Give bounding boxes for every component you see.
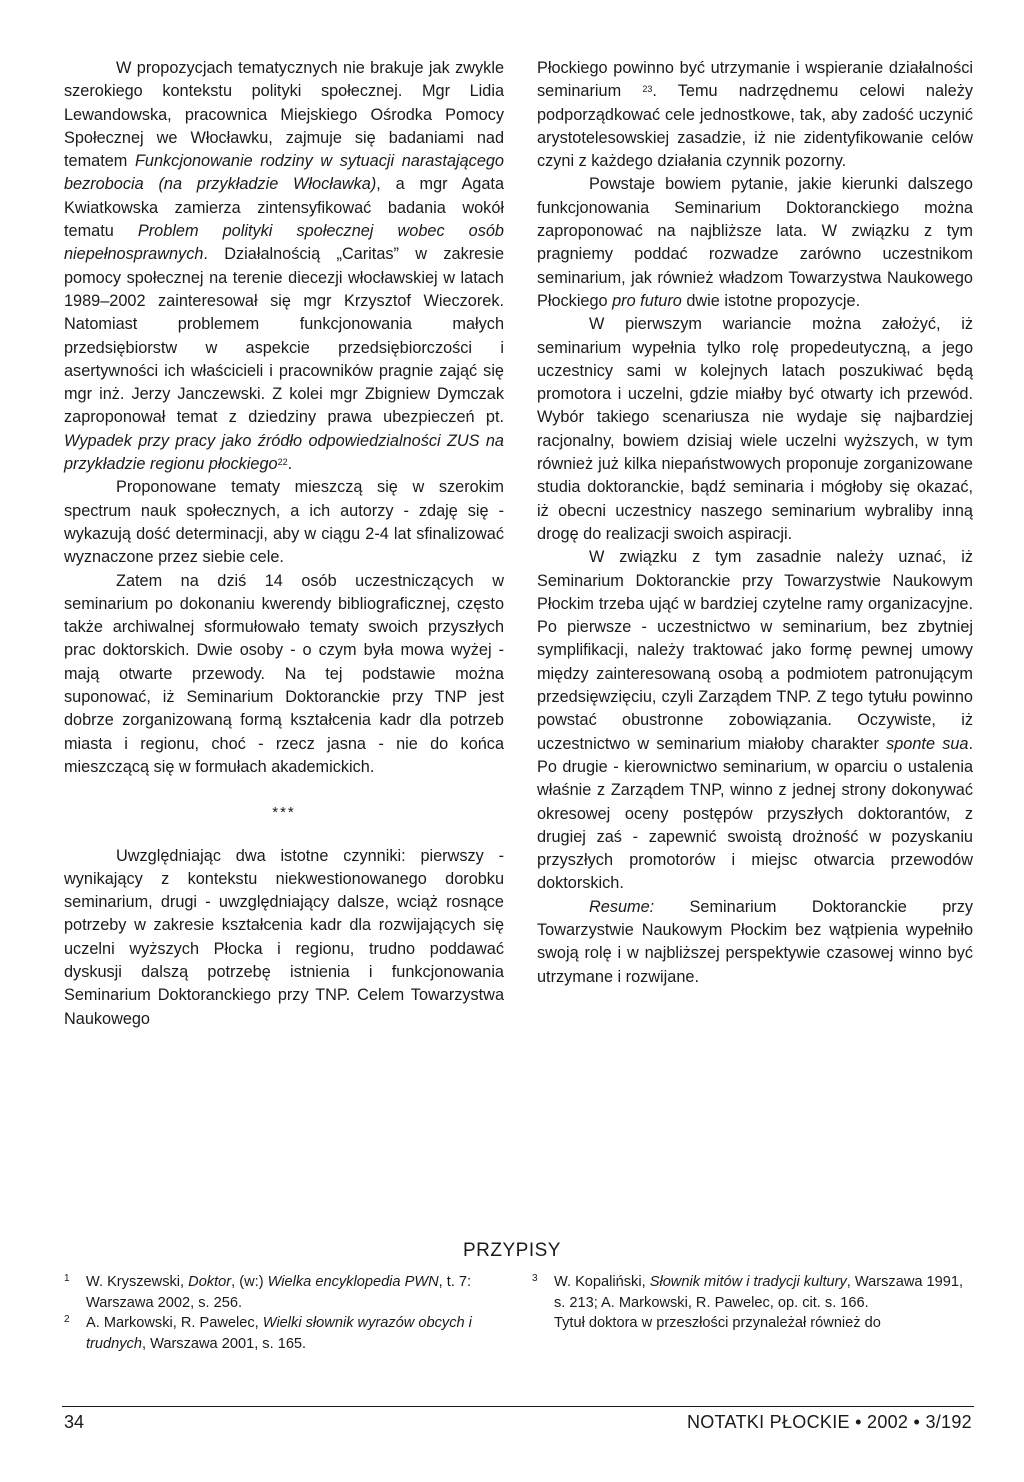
paragraph [537,173,973,313]
text-run: W. Kryszewski, [86,1274,189,1290]
footnote-number: 1 [64,1273,70,1284]
text-run: . Po drugie - kierownictwo seminarium, w oparciu o ustalenia właśnie z Zarządem TNP, winno z jednej strony dokonywać okresowej oceny postępów przyszłych doktorantów, z drugiej zaś - zapewnić swoistą drożność w pozyskaniu przyszłych promotorów i miejsc otwarcia przewodów doktorskich. [537,734,973,893]
footnote [532,1272,972,1313]
journal-footer: NOTATKI PŁOCKIE • 2002 • 3/192 [686,1412,972,1432]
footnotes-heading: PRZYPISY [463,1240,561,1261]
left-column [64,57,504,1031]
footnote-number: 3 [532,1273,538,1284]
footnote-ref: 22 [277,457,288,468]
footnote-text [554,1274,963,1311]
italic-text: pro futuro [612,291,682,310]
italic-text: Wielka encyklopedia PWN [267,1274,439,1290]
text-run: , Warszawa 2001, s. 165. [141,1335,307,1352]
text-run: W propozycjach tematycznych nie brakuje jak zwykle szerokiego kontekstu polityki społecznej. Mgr Lidia Lewandowska, pracownica Miejskiego Ośrodka Pomocy Społecznej we Włocławku, zajmuje się badaniami nad tematem [64,59,504,171]
page-number: 34 [64,1412,85,1432]
footer-rule [62,1406,974,1407]
paragraph [537,546,973,895]
text-run: , Warszawa 1991, s. 213; A. Markowski, R. Pawelec, op. cit. s. 166. [554,1274,964,1311]
italic-text: Resume: [589,897,655,916]
paragraph-continuation [537,57,973,173]
footnote-ref: 23 [642,84,653,95]
text-run: , (w:) [231,1274,268,1290]
text-run: . [287,455,293,474]
text-run: A. Markowski, R. Pawelec, [86,1315,263,1331]
text-run: W. Kopaliński, [554,1274,650,1290]
text-run: Powstaje bowiem pytanie, jakie kierunki dalszego funkcjonowania Seminarium Doktoranckiego można zaproponować na najbliższe lata. W związku z tym pragniemy poddać rozwadze zarówno uczestnikom seminarium, jak również władzom Towarzystwa Naukowego Płockiego [537,175,973,310]
italic-text: Wielki słownik wyrazów obcych i trudnych [86,1315,472,1352]
text-run: W związku z tym zasadnie należy uznać, iż Seminarium Doktoranckie przy Towarzystwie Naukowym Płockim trzeba ująć w bardziej czytelne ramy organizacyjne. Po pierwsze - uczestnictwo w seminarium, bez zbytniej symplifikacji, należy traktować jako formę pewnej umowy między zainteresowaną osobą a podmiotem patronującym przedsięwzięciu, czyli Zarządem TNP. Z tego tytułu powinno powstać obustronne zobowiązania. Oczywiste, iż uczestnictwo w seminarium miałoby charakter [537,548,973,753]
footnotes-left [64,1272,474,1354]
text-run: , t. 7: Warszawa 2002, s. 256. [86,1274,472,1311]
paragraph: W pierwszym wariancie można założyć, iż seminarium wypełnia tylko rolę propedeutyczną, a jego uczestnicy sami w kolejnych latach poszukiwać będą promotora i uczelni, gdzie miałby być otwarty ich przewód. Wybór takiego scenariusza nie wydaje się najbardziej racjonalny, bowiem dzisiaj wiele uczelni wyższych, w tym również już kilka niepaństwowych proponuje zorganizowane studia doktoranckie, bądź seminaria i mógłoby się okazać, iż obecni uczestnicy naszego seminarium wybraliby inną drogę do realizacji swoich aspiracji. [537,315,973,543]
footnotes-right [532,1272,972,1334]
paragraph: Uwzględniając dwa istotne czynniki: pierwszy - wynikający z kontekstu niekwestionowanego dorobku seminarium, drugi - uwzględniający dalsze, wciąż rosnące potrzeby w zakresie kształcenia kadr dla rozwijających się uczelni wyższych Płocka i regionu, trudno poddawać dyskusji dalszą potrzebę istnienia i funkcjonowania Seminarium Doktoranckiego przy TNP. Celem Towarzystwa Naukowego [64,846,504,1028]
text-run: Płockiego powinno być utrzymanie i wspieranie działalności seminarium [537,59,973,101]
text-run: , a mgr Agata Kwiatkowska zamierza zintensyfikować badania wokół tematu [64,175,505,241]
paragraph: Zatem na dziś 14 osób uczestniczących w seminarium po dokonaniu kwerendy bibliograficznej, często także archiwalnej sformułowało tematy swoich przyszłych prac doktorskich. Dwie osoby - o czym była mowa wyżej - mają otwarte przewody. Na tej podstawie można suponować, iż Seminarium Doktoranckie przy TNP jest dobrze zorganizowaną formą kształcenia kadr dla potrzeb miasta i regionu, choć - rzecz jasna - nie do końca mieszczącą się w formułach akademickich. [64,571,504,776]
text-run: Seminarium Doktoranckie przy Towarzystwie Naukowym Płockim bez wątpienia wypełniło swoją rolę i w najbliższej perspektywie czasowej winno być utrzymane i rozwijane. [537,897,973,986]
text-run: . Działalnością „Caritas” w zakresie pomocy społecznej na terenie diecezji włocławskiej w latach 1989–2002 zainteresował się mgr Krzysztof Wieczorek. Natomiast problemem funkcjonowania małych przedsiębiorstw w aspekcie przedsiębiorczości i asertywności ich właścicieli i pracowników pragnie zająć się mgr inż. Jerzy Janczewski. Z kolei mgr Zbigniew Dymczak zaproponował temat z dziedziny prawa ubezpieczeń pt. [64,245,504,427]
paragraph [537,896,973,989]
paragraph [64,57,504,476]
right-column [537,57,973,989]
footnote-text [86,1274,471,1311]
italic-text: Słownik mitów i tradycji kultury [649,1274,847,1290]
paragraph: Proponowane tematy mieszczą się w szerokim spectrum nauk społecznych, a ich autorzy - zdaję się - wykazują dość determinacji, aby w ciągu 2-4 lat sfinalizować wyznaczone przez siebie cele. [64,478,504,567]
italic-text: Doktor [188,1274,232,1290]
footnote-number: 2 [64,1314,70,1325]
section-separator: *** [272,804,296,822]
footnote-text [86,1315,472,1352]
italic-text: Problem polityki społecznej wobec osób niepełnosprawnych [64,222,504,264]
italic-text: sponte sua [886,734,969,753]
footnote-continuation: Tytuł doktora w przeszłości przynależał również do [554,1315,881,1331]
italic-text: Wypadek przy pracy jako źródło odpowiedzialności ZUS na przykładzie regionu płockiego [64,431,504,474]
italic-text: Funkcjonowanie rodziny w sytuacji narastającego bezrobocia (na przykładzie Włocławka) [64,152,504,194]
text-run: . Temu nadrzędnemu celowi należy podporządkować cele jednostkowe, tak, aby zadość uczynić arystotelesowskiej zasadzie, iż nie zidentyfikowanie celów czyni z każdego działania czynnik pozorny. [537,82,973,171]
footnote [64,1313,474,1354]
text-run: dwie istotne propozycje. [681,291,861,310]
footnote [64,1272,474,1313]
